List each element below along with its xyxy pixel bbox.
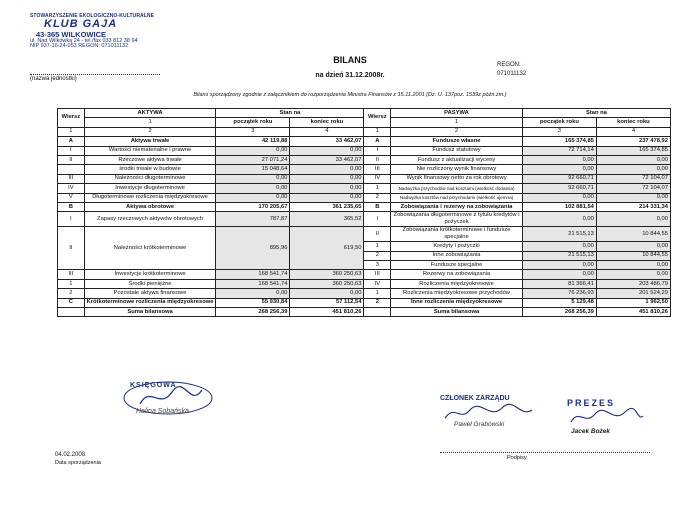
- value-end-left: 33 462,07: [290, 155, 364, 164]
- value-start-left: 787,87: [216, 212, 290, 227]
- value-start-left: 42 119,88: [216, 137, 290, 146]
- row-label-right: Inne rozliczenia międzyokresowe: [391, 298, 523, 307]
- row-label-right: Zobowiązania i rezerwy na zobowiązania: [391, 202, 523, 211]
- row-number-left: 2: [58, 289, 85, 298]
- value-start-left: 0,00: [216, 146, 290, 155]
- row-number-right: [364, 308, 391, 317]
- balance-table: [57, 108, 671, 317]
- row-label-right: Zobowiązania krótkoterminowe i fundusze specjalne: [391, 227, 523, 242]
- value-start-left: 168 541,74: [216, 279, 290, 288]
- value-end-right: 201 524,29: [596, 289, 670, 298]
- preparation-date: 04.02.2008: [55, 452, 86, 458]
- table-row: [58, 174, 671, 183]
- row-number-right: B: [364, 202, 391, 211]
- value-end-right: 451 810,26: [596, 308, 670, 317]
- col-number: 4: [290, 127, 364, 136]
- row-label-right: Rozliczenia międzyokresowe przychodów: [391, 289, 523, 298]
- ksiegowa-name: Halina Sobańska: [136, 408, 189, 415]
- table-row: [58, 193, 671, 202]
- ksiegowa-signature-block: [120, 380, 230, 425]
- row-label-left: Rzeczowe aktywa trwałe: [84, 155, 216, 164]
- value-start-left: 0,00: [216, 174, 290, 183]
- czlonek-name: Paweł Grabowski: [454, 421, 505, 428]
- czlonek-signature-block: [440, 395, 550, 431]
- value-end-left: 57 112,54: [290, 298, 364, 307]
- table-row: [58, 298, 671, 307]
- row-number-left: C: [58, 298, 85, 307]
- value-end-left: 360 250,63: [290, 279, 364, 288]
- value-start-right: 92 660,71: [522, 184, 596, 193]
- row-number-right: I: [364, 146, 391, 155]
- row-number-right: IV: [364, 174, 391, 183]
- czlonek-title: CZŁONEK ZARZĄDU: [440, 395, 510, 402]
- row-label-left: Należności krótkoterminowe: [84, 227, 216, 270]
- value-end-left: 365,52: [290, 212, 364, 227]
- col-number: 3: [216, 127, 290, 136]
- row-label-left: Inwestycje długoterminowe: [84, 184, 216, 193]
- row-number-left: B: [58, 202, 85, 211]
- preparation-date-label: Data sporządzenia: [55, 460, 101, 466]
- value-start-left: 168 541,74: [216, 270, 290, 279]
- header-stan-na: Stan na: [216, 109, 364, 118]
- row-label-left: Inwestycje krótkoterminowe: [84, 270, 216, 279]
- row-number-right: 2: [364, 193, 391, 202]
- col-number: 2: [391, 127, 523, 136]
- value-start-left: 15 048,64: [216, 165, 290, 174]
- table-row: [58, 155, 671, 164]
- prezes-title: PREZES: [567, 398, 616, 408]
- stamp-ids: NIP 937-16-24-053 REGON: 071011132: [30, 43, 129, 50]
- table-row: [58, 202, 671, 211]
- value-end-right: 72 104,07: [596, 184, 670, 193]
- col-number: 4: [596, 127, 670, 136]
- value-end-right: 237 478,92: [596, 137, 670, 146]
- value-end-left: 361 235,65: [290, 202, 364, 211]
- value-end-right: 0,00: [596, 270, 670, 279]
- value-end-right: 10 844,55: [596, 251, 670, 260]
- value-start-right: 102 881,54: [522, 202, 596, 211]
- document-title: BILANS: [333, 55, 367, 65]
- table-row: [58, 279, 671, 288]
- row-number-right: A: [364, 137, 391, 146]
- signature-line: [440, 452, 650, 453]
- value-end-left: 0,00: [290, 165, 364, 174]
- value-start-right: 0,00: [522, 261, 596, 270]
- col-number: 3: [522, 127, 596, 136]
- table-row: [58, 212, 671, 227]
- row-label-right: Rezerwy na zobowiązania: [391, 270, 523, 279]
- row-label-right: Nadwyżka przychodów nad kosztami (wielkość dodatnia): [391, 184, 523, 193]
- value-end-right: 214 331,34: [596, 202, 670, 211]
- row-number-left: [58, 165, 85, 174]
- table-row: [58, 184, 671, 193]
- row-label-right: Rozliczenia międzyokresowe: [391, 279, 523, 288]
- stamp-address: ul. Nad Wilkówką 24 - tel./fax 033 812 38 94: [30, 37, 138, 44]
- value-start-left: 268 256,39: [216, 308, 290, 317]
- value-end-right: 0,00: [596, 193, 670, 202]
- row-label-right: Inne zobowiązania: [391, 251, 523, 260]
- row-number-right: 1: [364, 289, 391, 298]
- value-start-left: 0,00: [216, 193, 290, 202]
- header-aktywa: AKTYWA: [84, 109, 216, 118]
- value-end-right: 72 104,07: [596, 174, 670, 183]
- row-number-left: II: [58, 155, 85, 164]
- value-end-left: 0,00: [290, 289, 364, 298]
- row-number-right: III: [364, 270, 391, 279]
- row-number-right: 2: [364, 251, 391, 260]
- value-start-right: 165 374,85: [522, 137, 596, 146]
- value-end-right: 10 844,55: [596, 227, 670, 242]
- prezes-signature-block: [567, 398, 667, 433]
- table-row: [58, 227, 671, 242]
- stamp-org-line: STOWARZYSZENIE EKOLOGICZNO-KULTURALNE: [30, 13, 155, 19]
- value-start-right: 5 129,48: [522, 298, 596, 307]
- balance-date: na dzień 31.12.2008r.: [315, 72, 385, 79]
- row-label-right: Fundusz statutowy: [391, 146, 523, 155]
- stamp-city: 43-365 WILKOWICE: [36, 29, 107, 39]
- col-number: 1: [364, 127, 391, 136]
- regon-label: REGON:: [497, 62, 521, 68]
- value-start-right: 92 660,71: [522, 174, 596, 183]
- row-label-left: Długoterminowe rozliczenia międzyokresowe: [84, 193, 216, 202]
- value-start-right: 0,00: [522, 212, 596, 227]
- value-start-right: 0,00: [522, 270, 596, 279]
- stamp-name: KLUB GAJA: [44, 18, 118, 31]
- value-start-right: 76 236,93: [522, 289, 596, 298]
- row-number-left: V: [58, 193, 85, 202]
- row-label-right: Fundusze własne: [391, 137, 523, 146]
- row-number-right: III: [364, 165, 391, 174]
- value-end-right: 0,00: [596, 155, 670, 164]
- table-row: [58, 165, 671, 174]
- value-end-left: 360 250,63: [290, 270, 364, 279]
- value-start-left: 27 071,24: [216, 155, 290, 164]
- value-end-left: 0,00: [290, 146, 364, 155]
- row-number-left: [58, 308, 85, 317]
- row-label-left: Zapasy rzeczowych aktywów obrotowych: [84, 212, 216, 227]
- value-end-left: 33 462,07: [290, 137, 364, 146]
- row-label-right: Wynik finansowy netto za rok obrotowy: [391, 174, 523, 183]
- col-number: 1: [58, 127, 85, 136]
- row-label-left: Krótkoterminowe rozliczenia międzyokresowe: [84, 298, 216, 307]
- row-number-left: III: [58, 174, 85, 183]
- value-end-right: 0,00: [596, 212, 670, 227]
- value-end-left: 451 810,26: [290, 308, 364, 317]
- row-label-left: Należności długoterminowe: [84, 174, 216, 183]
- header-pasywa: PASYWA: [391, 109, 523, 118]
- value-start-right: 0,00: [522, 155, 596, 164]
- header-koniec-roku: koniec roku: [596, 118, 670, 127]
- value-start-right: 21 515,13: [522, 251, 596, 260]
- row-label-right: Suma bilansowa: [391, 308, 523, 317]
- value-end-right: 0,00: [596, 165, 670, 174]
- row-number-left: I: [58, 212, 85, 227]
- row-label-left: środki trwałe w budowie: [84, 165, 216, 174]
- col-number: 1: [391, 118, 523, 127]
- regon-value: 071011132: [497, 71, 527, 77]
- row-label-left: Aktywa trwałe: [84, 137, 216, 146]
- table-header-row: [58, 109, 671, 118]
- ksiegowa-title: KSIĘGOWA: [130, 382, 177, 389]
- value-end-right: 0,00: [596, 242, 670, 251]
- legal-note: Bilans sporządzony zgodnie z załącznikiem do rozporządzenia Ministra Finansów z 15.11.2001 (Dz. U. 137poz. 1539z późn.zm.): [193, 92, 507, 98]
- row-label-left: Wartości niematerialne i prawne: [84, 146, 216, 155]
- value-end-right: 1 962,50: [596, 298, 670, 307]
- row-number-right: 3: [364, 261, 391, 270]
- value-start-right: 81 366,41: [522, 279, 596, 288]
- row-number-right: IV: [364, 279, 391, 288]
- row-number-right: I: [364, 212, 391, 227]
- header-poczatek-roku: początek roku: [216, 118, 290, 127]
- row-number-right: 2: [364, 298, 391, 307]
- value-start-right: 268 256,39: [522, 308, 596, 317]
- row-number-left: III: [58, 270, 85, 279]
- row-number-right: 1: [364, 242, 391, 251]
- value-start-left: 0,00: [216, 184, 290, 193]
- row-number-right: II: [364, 155, 391, 164]
- value-end-left: 0,00: [290, 193, 364, 202]
- value-end-left: 619,50: [290, 227, 364, 270]
- table-row: [58, 289, 671, 298]
- value-start-left: 55 930,84: [216, 298, 290, 307]
- column-numbers-row: [58, 127, 671, 136]
- row-label-right: Zobowiązania długoterminowe z tytułu kredytów i pożyczek: [391, 212, 523, 227]
- table-row: [58, 137, 671, 146]
- value-end-left: 0,00: [290, 184, 364, 193]
- value-end-right: 165 374,85: [596, 146, 670, 155]
- organization-stamp: [30, 14, 170, 50]
- header-stan-na: Stan na: [522, 109, 670, 118]
- row-number-left: 1: [58, 279, 85, 288]
- value-end-right: 0,00: [596, 261, 670, 270]
- header-wiersz: Wiersz: [364, 109, 391, 128]
- unit-name-label: (nazwa jednostki): [30, 74, 160, 82]
- row-number-left: IV: [58, 184, 85, 193]
- row-label-left: Pozostałe aktywa finansowe: [84, 289, 216, 298]
- row-label-right: Kredyty i pożyczki: [391, 242, 523, 251]
- col-number: 1: [84, 118, 216, 127]
- row-label-right: Fundusz z aktualizacji wyceny: [391, 155, 523, 164]
- prezes-name: Jacek Bożek: [571, 428, 611, 435]
- row-number-left: A: [58, 137, 85, 146]
- value-end-right: 203 486,79: [596, 279, 670, 288]
- header-koniec-roku: koniec roku: [290, 118, 364, 127]
- row-label-right: Nadwyżka kosztów nad przychodami (wielkość ujemna): [391, 193, 523, 202]
- prezes-signature-icon: [567, 408, 647, 428]
- row-number-right: II: [364, 227, 391, 242]
- value-start-left: 170 205,67: [216, 202, 290, 211]
- row-number-left: II: [58, 227, 85, 270]
- value-start-right: 0,00: [522, 193, 596, 202]
- value-start-right: 72 714,14: [522, 146, 596, 155]
- value-start-right: 0,00: [522, 165, 596, 174]
- table-row: [58, 146, 671, 155]
- value-start-left: 0,00: [216, 289, 290, 298]
- row-number-left: I: [58, 146, 85, 155]
- row-label-right: Nie rozliczony wynik finansowy: [391, 165, 523, 174]
- header-poczatek-roku: początek roku: [522, 118, 596, 127]
- value-start-right: 21 515,13: [522, 227, 596, 242]
- row-number-right: 1: [364, 184, 391, 193]
- col-number: 2: [84, 127, 216, 136]
- row-label-left: Aktywa obrotowe: [84, 202, 216, 211]
- table-row: [58, 270, 671, 279]
- value-start-right: 0,00: [522, 242, 596, 251]
- value-end-left: 0,00: [290, 174, 364, 183]
- value-start-left: 895,96: [216, 227, 290, 270]
- podpisy-label: Podpisy: [507, 455, 527, 461]
- row-label-left: Środki pieniężne: [84, 279, 216, 288]
- total-row: [58, 308, 671, 317]
- header-wiersz: Wiersz: [58, 109, 85, 128]
- row-label-right: Fundusze specjalne: [391, 261, 523, 270]
- row-label-left: Suma bilansowa: [84, 308, 216, 317]
